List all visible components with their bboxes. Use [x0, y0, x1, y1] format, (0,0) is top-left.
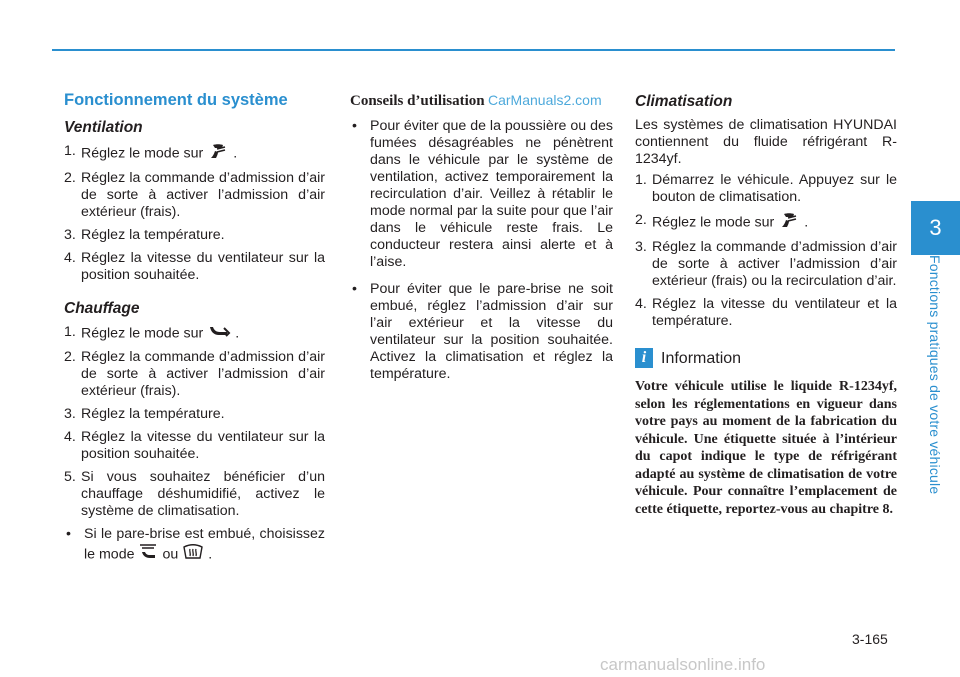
climatisation-intro: Les systèmes de climatisation HYUNDAI contiennent du fluide réfrigérant R-1234yf. [635, 117, 897, 167]
list-item: 2. Réglez le mode sur . [635, 212, 897, 233]
floor-mode-icon [207, 324, 231, 343]
column-3 [635, 88, 897, 518]
chauffage-steps [64, 324, 325, 566]
climatisation-title: Climatisation [635, 93, 733, 110]
face-vent-mode-icon [207, 143, 229, 164]
list-item: • Pour éviter que de la poussière ou des fumées désagréables ne pénètrent dans le véhicule par le système de ventilation, activez temporairement la recirculation d’air. Veillez à rétablir le mode normal par la suite pour que l’air dans le véhicule reste frais. Le conducteur restera ainsi alerte et à l’aise. [352, 118, 613, 270]
list-item: 1. Démarrez le véhicule. Appuyez sur le bouton de climatisation. [635, 172, 897, 205]
information-title: Information [661, 349, 742, 367]
tips-title: Conseils d’utilisation [350, 93, 485, 109]
list-item: 4. Réglez la vitesse du ventilateur et la température. [635, 296, 897, 329]
list-item: 3. Réglez la température. [64, 406, 225, 422]
info-icon: i [635, 348, 653, 368]
top-rule [52, 49, 895, 51]
list-item: • Pour éviter que le pare-brise ne soit embué, réglez l’admission d’air sur l’air extérieur et la vitesse du ventilateur sur la position souhaitée. Activez la climatisation et réglez la température. [352, 281, 613, 382]
list-item: 2. Réglez la commande d’admission d’air de sorte à activer l’admission d’air extérieur (frais). [64, 349, 325, 399]
floor-defrost-mode-icon [138, 543, 158, 566]
list-item: 4. Réglez la vitesse du ventilateur sur la position souhaitée. [64, 429, 325, 462]
chapter-tab: 3 [911, 201, 960, 255]
information-body: Votre véhicule utilise le liquide R-1234yf, selon les réglementations en vigueur dans votre pays au moment de la fabrication du véhicule. Une étiquette située à l’intérieur du capot indique le type de réfrigérant adapté au système de climatisation de votre véhicule. Pour connaître l’emplacement de cette étiquette, reportez-vous au chapitre 8. [635, 379, 897, 517]
list-item: 1. Réglez le mode sur . [64, 324, 240, 342]
column-1 [64, 88, 325, 572]
list-item: 5. Si vous souhaitez bénéficier d’un chauffage déshumidifié, activez le système de climatisation. [64, 469, 325, 519]
watermark-top: CarManuals2.com [488, 92, 602, 108]
list-item: 2. Réglez la commande d’admission d’air de sorte à activer l’admission d’air extérieur (frais). [64, 170, 325, 220]
chauffage-title: Chauffage [64, 300, 140, 317]
section-title: Fonctionnement du système [64, 91, 288, 109]
defrost-mode-icon [182, 543, 204, 566]
list-item: 3. Réglez la commande d’admission d’air de sorte à activer l’admission d’air extérieur (frais) ou la recirculation d’air. [635, 239, 897, 289]
list-item: 4. Réglez la vitesse du ventilateur sur la position souhaitée. [64, 250, 325, 283]
watermark-bottom: carmanualsonline.info [600, 655, 766, 674]
list-item: 3. Réglez la température. [64, 227, 225, 243]
information-header [635, 348, 897, 368]
list-item: • Si le pare-brise est embué, choisissez le mode ou . [64, 526, 325, 566]
ventilation-steps [64, 143, 325, 284]
page-number: 3-165 [852, 631, 888, 647]
column-2 [350, 88, 613, 389]
face-vent-mode-icon [778, 212, 800, 233]
climatisation-steps [635, 172, 897, 330]
list-item: 1. Réglez le mode sur . [64, 143, 325, 164]
chapter-title: Fonctions pratiques de votre véhicule [927, 255, 943, 495]
tips-list [350, 118, 613, 383]
ventilation-title: Ventilation [64, 119, 143, 136]
